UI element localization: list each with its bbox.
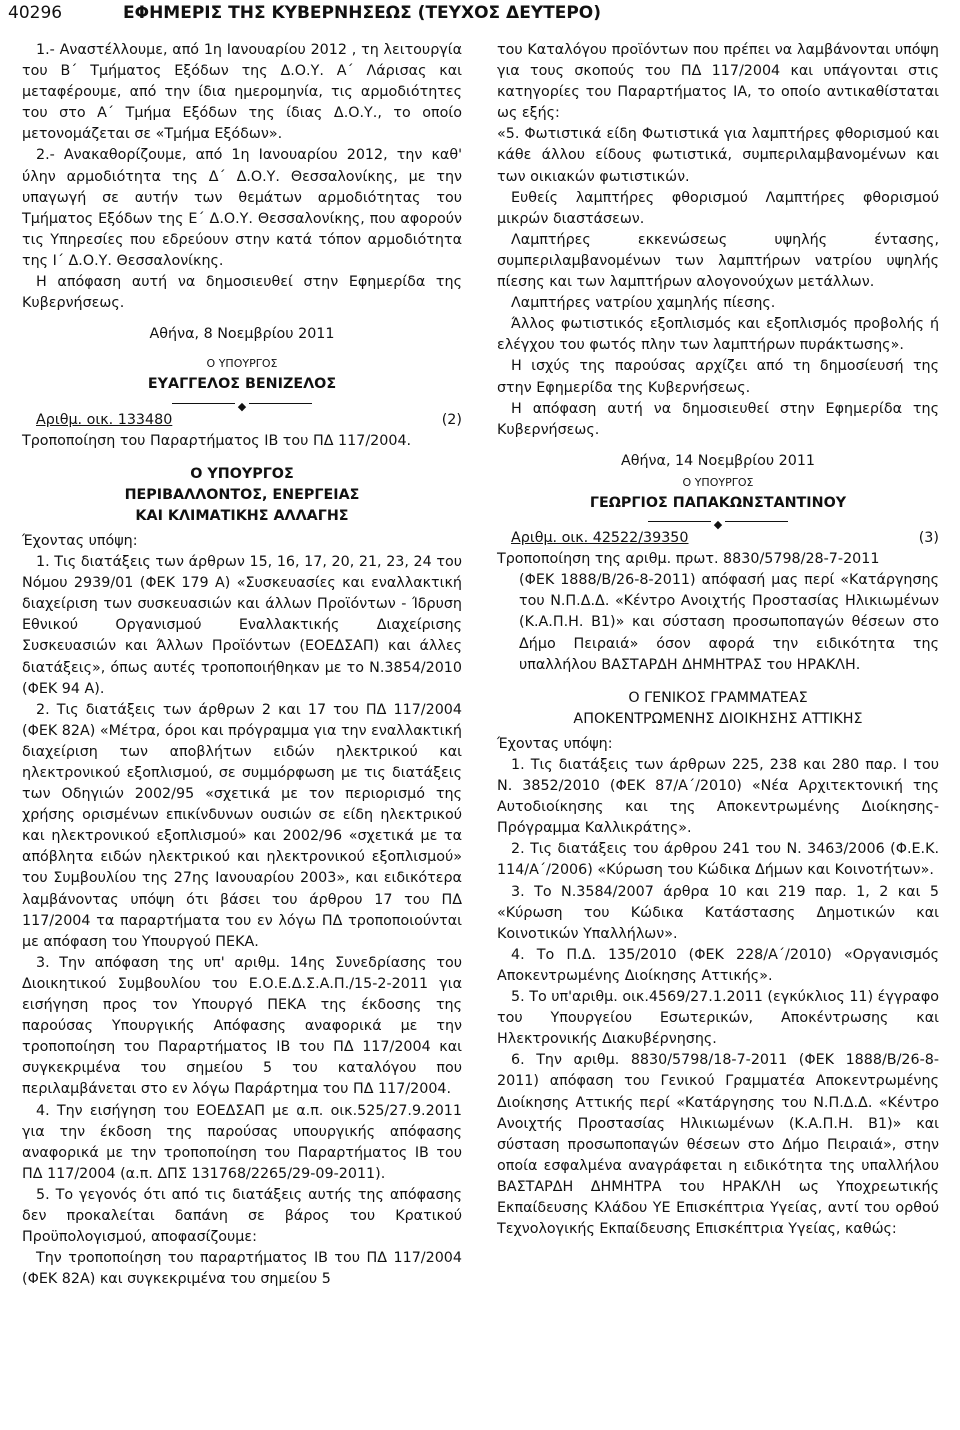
paragraph: 1. Τις διατάξεις των άρθρων 225, 238 και 280 παρ. Ι του Ν. 3852/2010 (ΦΕΚ 87/Α΄/2010) «Νέα Αρχιτεκτονική της Αυτοδιοίκησης και της Αποκεντρωμένης Διοίκησης- Πρόγραμμα Καλλικράτης». xyxy=(497,757,939,837)
decision-subject: (ΦΕΚ 1888/Β/26-8-2011) απόφασή μας περί «Κατάργησης του Ν.Π.Δ.Δ. «Κέντρο Ανοιχτής Προστασίας Ηλικιωμένων (Κ.Α.Π.Η. Β1)» και σύσταση προσωποπαγών θέσεων στο Δήμο Πειραιά» όσον αφορά την ειδικότητα της υπαλλήλου ΒΑΣΤΑΡΔΗ ΔΗΜΗΤΡΑΣ του ΗΡΑΚΛΗ. xyxy=(519,572,939,673)
decision-number-row xyxy=(497,528,939,549)
decision-index: (2) xyxy=(441,411,462,428)
paragraph: του Καταλόγου προϊόντων που πρέπει να λαμβάνονται υπόψη για τους σκοπούς του ΠΔ 117/2004 και υπάγονται στις κατηγορίες του Παραρτήματος ΙΑ, το οποίο αντικαθίσταται ως εξής: xyxy=(497,42,939,122)
paragraph: 2. Τις διατάξεις των άρθρων 2 και 17 του ΠΔ 117/2004 (ΦΕΚ 82Α) «Μέτρα, όροι και πρόγραμμα για την εναλλακτική διαχείριση των αποβλήτων ειδών ηλεκτρικού και ηλεκτρονικού εξοπλισμού, σε συμμόρφωση με τις διατάξεις των Οδηγιών 2002/95 «σχετικά με τον περιορισμό της χρήσης ορισμένων επικίνδυνων ουσιών σε είδη ηλεκτρικού και ηλεκτρονικού εξοπλισμού» και 2002/96 «σχετικά με τα απόβλητα ειδών ηλεκτρικού και ηλεκτρονικού εξοπλισμού» του Συμβουλίου της 27ης Ιανουαρίου 2003», και ειδικότερα λαμβάνοντας υπόψη ότι βάσει του άρθρου 17 του ΠΔ 117/2004 τα παραρτήματα του εν λόγω ΠΔ τροποποιούνται με απόφαση του Υπουργού ΠΕΚΑ. xyxy=(22,701,462,950)
paragraph: Λαμπτήρες εκκενώσεως υψηλής έντασης, συμπεριλαμβανομένων των λαμπτήρων νατρίου υψηλής πίεσης και των λαμπτήρων αλογονούχων μετάλλων. xyxy=(497,231,939,291)
signatory-role: Ο ΥΠΟΥΡΓΟΣ xyxy=(206,357,278,371)
paragraph: 6. Την αριθμ. 8830/5798/18-7-2011 (ΦΕΚ 1888/Β/26-8-2011) απόφαση του Γενικού Γραμματέα Αποκεντρωμένης Διοίκησης Αττικής περί «Κατάργησης του Ν.Π.Δ.Δ. «Κέντρο Ανοιχτής Προστασίας Ηλικιωμένων (Κ.Α.Π.Η. Β1)» και σύσταση προσωποπαγών θέσεων στο Δήμο Πειραιά», στην οποία εσφαλμένα αναγράφεται η ειδικότητα της υπαλλήλου ΒΑΣΤΑΡΔΗ ΔΗΜΗΤΡΑ του ΗΡΑΚΛΗ ως Υποχρεωτικής Εκπαίδευσης Κλάδου ΥΕ Επισκέπτρια Υγείας, αντί του ορθού Τεχνολογικής Εκπαίδευσης Επισκέπτρια Υγείας, καθώς: xyxy=(497,1052,939,1238)
paragraph: 3. Το Ν.3584/2007 άρθρα 10 και 219 παρ. 1, 2 και 5 «Κύρωση του Κώδικα Κατάστασης Δημοτικών και Κοινοτικών Υπαλλήλων». xyxy=(497,883,939,942)
signing-date: Αθήνα, 8 Νοεμβρίου 2011 xyxy=(149,326,335,343)
paragraph: Ευθείς λαμπτήρες φθορισμού Λαμπτήρες φθορισμού μικρών διαστάσεων. xyxy=(497,189,939,227)
paragraph: 1.- Αναστέλλουμε, από 1η Ιανουαρίου 2012 , τη λειτουργία του Β΄ Τμήματος Εξόδων της Δ.Ο.Υ. Α΄ Λάρισας και μεταφέρουμε, από την ίδια ημερομηνία, τις αρμοδιότητες του στο Α΄ Τμήμα Εξόδων της ίδιας Δ.Ο.Υ., το οποίο μετονομάζεται σε «Τμήμα Εξόδων». xyxy=(22,42,462,143)
left-column xyxy=(22,40,462,1290)
signatory-name: ΕΥΑΓΓΕΛΟΣ ΒΕΝΙΖΕΛΟΣ xyxy=(147,376,337,393)
paragraph: 2. Τις διατάξεις του άρθρου 241 του Ν. 3463/2006 (Φ.Ε.Κ. 114/Α΄/2006) «Κύρωση του Κώδικα Δήμων και Κοινοτήτων». xyxy=(497,841,939,879)
signatory-role: Ο ΥΠΟΥΡΓΟΣ xyxy=(682,475,754,489)
decision-number: Αριθμ. οικ. 133480 xyxy=(36,411,173,428)
authority-title: Ο ΥΠΟΥΡΓΟΣ xyxy=(190,465,294,482)
paragraph: Η απόφαση αυτή να δημοσιευθεί στην Εφημερίδα της Κυβερνήσεως. xyxy=(22,274,462,312)
right-column xyxy=(497,40,939,1240)
paragraph: Η απόφαση αυτή να δημοσιευθεί στην Εφημερίδα της Κυβερνήσεως. xyxy=(497,400,939,438)
paragraph: 2.- Ανακαθορίζουμε, από 1η Ιανουαρίου 2012, την καθ' ύλην αρμοδιότητα της Δ΄ Δ.Ο.Υ. Θεσσαλονίκης, με την υπαγωγή σε αυτήν των θεμάτων αρμοδιότητας του Τμήματος Εξόδων της Ε΄ Δ.Ο.Υ. Θεσσαλονίκης, που αφορούν τις Υπηρεσίες που εδρεύουν στην κατά τόπον αρμοδιότητα της Ι΄ Δ.Ο.Υ. Θεσσαλονίκης. xyxy=(22,147,462,269)
section-divider: ◆ xyxy=(22,396,462,410)
decision-index: (3) xyxy=(918,530,939,547)
considering-label: Έχοντας υπόψη: xyxy=(22,532,138,549)
authority-title: Ο ΓΕΝΙΚΟΣ ΓΡΑΜΜΑΤΕΑΣ xyxy=(628,689,808,706)
paragraph: 4. Το Π.Δ. 135/2010 (ΦΕΚ 228/Α΄/2010) «Οργανισμός Αποκεντρωμένης Διοίκησης Αττικής». xyxy=(497,946,939,984)
paragraph: «5. Φωτιστικά είδη Φωτιστικά για λαμπτήρες φθορισμού και κάθε άλλου είδους φωτιστικά, συμπεριλαμβανομένων και των οικιακών φωτιστικών. xyxy=(497,126,939,185)
paragraph: 5. Το υπ'αριθμ. οικ.4569/27.1.2011 (εγκύκλιος 11) έγγραφο του Υπουργείου Εσωτερικών, Αποκέντρωσης και Ηλεκτρονικής Διακυβέρνησης. xyxy=(497,989,939,1048)
page-header xyxy=(8,3,602,23)
page-number: 40296 xyxy=(8,3,63,23)
authority-title: ΚΑΙ ΚΛΙΜΑΤΙΚΗΣ ΑΛΛΑΓΗΣ xyxy=(135,507,349,524)
signing-date: Αθήνα, 14 Νοεμβρίου 2011 xyxy=(620,452,816,469)
paragraph: 1. Τις διατάξεις των άρθρων 15, 16, 17, 20, 21, 23, 24 του Νόμου 2939/01 (ΦΕΚ 179 Α) «Συσκευασίες και εναλλακτική διαχείριση των συσκευασιών και άλλων Προϊόντων - Ίδρυση Εθνικού Οργανισμού Εναλλακτικής Διαχείρισης Συσκευασιών και Άλλων Προϊόντων (ΕΟΕΔΣΑΠ) και άλλες διατάξεις», όπως αυτές τροποποιήθηκαν με το Ν.3854/2010 (ΦΕΚ 94 Α). xyxy=(22,554,462,697)
section-divider: ◆ xyxy=(497,514,939,528)
signatory-name: ΓΕΩΡΓΙΟΣ ΠΑΠΑΚΩΝΣΤΑΝΤΙΝΟΥ xyxy=(589,494,847,511)
paragraph: 3. Την απόφαση της υπ' αριθμ. 14ης Συνεδρίασης του Διοικητικού Συμβουλίου του Ε.Ο.Ε.Δ.Σ.Α.Π./15-2-2011 για εισήγηση προς τον Υπουργό ΠΕΚΑ της έκδοσης της παρούσας Υπουργικής Απόφασης αναφορικά με την τροποποίηση του Παραρτήματος ΙΒ του ΠΔ 117/2004 και συγκεκριμένα του σημείου 5 του καταλόγου που περιλαμβάνεται στο εν λόγω Παράρτημα του ΠΔ 117/2004. xyxy=(22,954,462,1098)
gazette-title: ΕΦΗΜΕΡΙΣ ΤΗΣ ΚΥΒΕΡΝΗΣΕΩΣ (ΤΕΥΧΟΣ ΔΕΥΤΕΡΟ) xyxy=(123,3,602,23)
decision-number: Αριθμ. οικ. 42522/39350 xyxy=(511,530,689,547)
paragraph: 5. Το γεγονός ότι από τις διατάξεις αυτής της απόφασης δεν προκαλείται δαπάνη σε βάρος του Κρατικού Προϋπολογισμού, αποφασίζουμε: xyxy=(22,1186,462,1246)
paragraph: Λαμπτήρες νατρίου χαμηλής πίεσης. xyxy=(511,295,776,312)
paragraph: 4. Την εισήγηση του ΕΟΕΔΣΑΠ με α.π. οικ.525/27.9.2011 για την έκδοση της παρούσας υπουργικής απόφασης αναφορικά με την τροποποίηση του Παραρτήματος ΙΒ του ΠΔ 117/2004 (α.π. ΔΠΣ 131768/2265/29-09-2011). xyxy=(22,1102,462,1182)
decision-subject: Τροποποίηση του Παραρτήματος ΙΒ του ΠΔ 117/2004. xyxy=(22,432,412,449)
paragraph: Την τροποποίηση του παραρτήματος ΙΒ του ΠΔ 117/2004 (ΦΕΚ 82Α) και συγκεκριμένα του σημείου 5 xyxy=(22,1250,462,1288)
authority-title: ΑΠΟΚΕΝΤΡΩΜΕΝΗΣ ΔΙΟΙΚΗΣΗΣ ΑΤΤΙΚΗΣ xyxy=(573,710,863,727)
authority-title: ΠΕΡΙΒΑΛΛΟΝΤΟΣ, ΕΝΕΡΓΕΙΑΣ xyxy=(124,486,360,503)
paragraph: Άλλος φωτιστικός εξοπλισμός και εξοπλισμός προβολής ή ελέγχου του φωτός πλην των λαμπτήρων πυράκτωσης». xyxy=(497,316,939,354)
considering-label: Έχοντας υπόψη: xyxy=(497,735,613,752)
paragraph: Η ισχύς της παρούσας αρχίζει από τη δημοσίευσή της στην Εφημερίδα της Κυβερνήσεως. xyxy=(497,358,939,396)
decision-subject: Τροποποίηση της αριθμ. πρωτ. 8830/5798/28-7-2011 xyxy=(497,551,880,568)
